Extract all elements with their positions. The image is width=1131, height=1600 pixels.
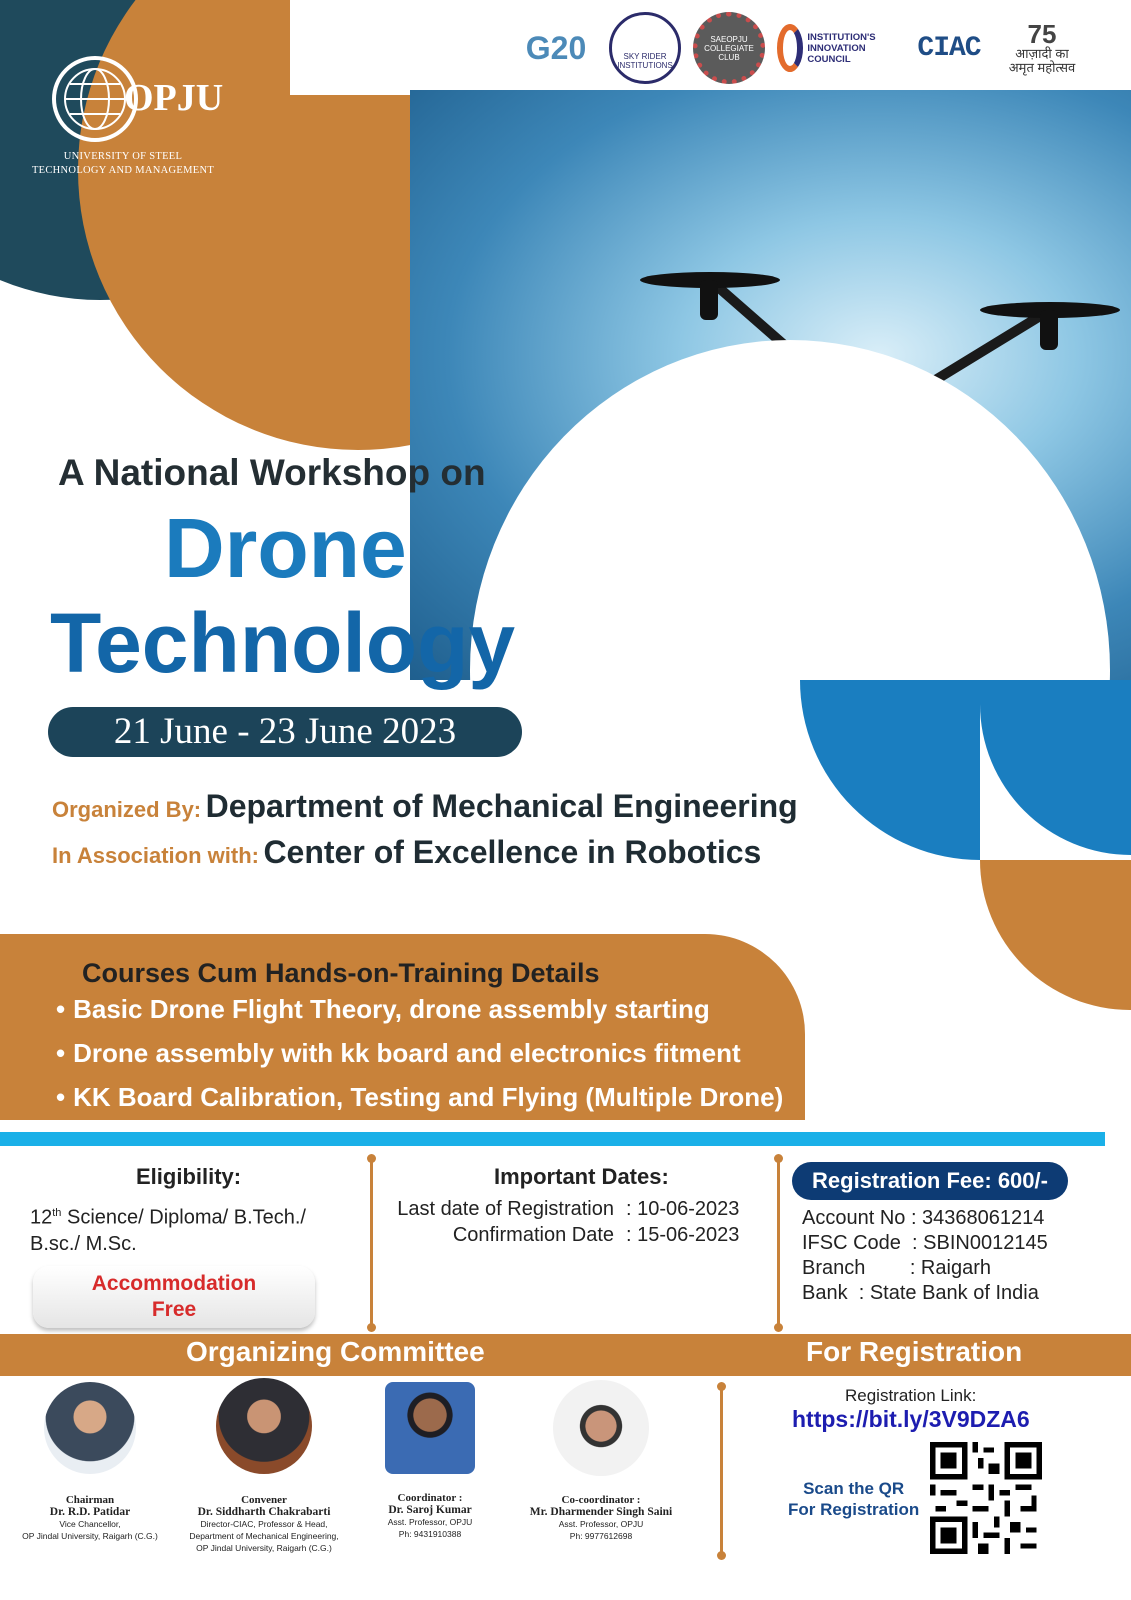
eligibility-line1: Science/ Diploma/ B.Tech./ bbox=[61, 1206, 306, 1229]
bank-line: Bank : State Bank of India bbox=[802, 1282, 1039, 1304]
registration-heading: For Registration bbox=[806, 1336, 1023, 1367]
association-label: In Association with: bbox=[52, 843, 259, 868]
member-role: Chairman bbox=[65, 1494, 115, 1506]
accommodation-badge bbox=[33, 1266, 315, 1328]
dates-row bbox=[386, 1222, 739, 1248]
title-drone: Drone bbox=[164, 501, 407, 595]
iic-logo-text: INSTITUTION'S INNOVATION COUNCIL bbox=[807, 31, 876, 65]
accommodation-line1: Accommodation bbox=[91, 1272, 257, 1295]
committee-member bbox=[360, 1382, 500, 1540]
registration-link[interactable]: https://bit.ly/3V9DZA6 bbox=[792, 1406, 1030, 1432]
workshop-dates: 21 June - 23 June 2023 bbox=[48, 707, 522, 757]
dates-row bbox=[386, 1196, 739, 1222]
member-desc: Vice Chancellor, bbox=[59, 1519, 121, 1529]
organized-by-value: Department of Mechanical Engineering bbox=[205, 788, 798, 824]
scan-qr-text bbox=[788, 1478, 919, 1520]
workshop-intro: A National Workshop on bbox=[58, 452, 486, 493]
registration-fee: Registration Fee: 600/- bbox=[792, 1162, 1068, 1200]
organized-by-label: Organized By: bbox=[52, 797, 202, 822]
title-technology: Technology bbox=[50, 596, 516, 690]
qr-code-icon[interactable] bbox=[930, 1442, 1042, 1554]
eligibility-sup: th bbox=[52, 1207, 62, 1219]
member-desc: OP Jindal University, Raigarh (C.G.) bbox=[196, 1543, 332, 1553]
dates-table bbox=[386, 1196, 739, 1248]
committee-member bbox=[518, 1380, 684, 1542]
course-list bbox=[56, 992, 783, 1124]
member-name: Dr. R.D. Patidar bbox=[49, 1506, 131, 1518]
member-desc: Director-CIAC, Professor & Head, bbox=[200, 1519, 328, 1529]
dates-value: : 10-06-2023 bbox=[626, 1198, 740, 1220]
azadi-logo bbox=[1001, 13, 1083, 83]
member-desc: Department of Mechanical Engineering, bbox=[189, 1531, 339, 1541]
avatar bbox=[44, 1382, 136, 1474]
dates-value: : 15-06-2023 bbox=[626, 1224, 740, 1246]
divider-bar bbox=[0, 1132, 1105, 1146]
member-role: Co-coordinator : bbox=[561, 1494, 641, 1506]
member-desc: Ph: 9977612698 bbox=[569, 1531, 633, 1541]
member-role: Coordinator : bbox=[397, 1492, 463, 1504]
scan-line2: For Registration bbox=[788, 1500, 920, 1519]
iic-mark-icon bbox=[777, 24, 803, 72]
column-divider bbox=[777, 1158, 780, 1328]
association bbox=[52, 834, 761, 871]
member-desc: Asst. Professor, OPJU bbox=[387, 1517, 473, 1527]
g20-logo: G20 bbox=[525, 29, 587, 66]
bank-line: Branch : Raigarh bbox=[802, 1257, 991, 1279]
member-desc: Ph: 9431910388 bbox=[398, 1529, 462, 1539]
member-role: Convener bbox=[241, 1494, 287, 1506]
scan-line1: Scan the QR bbox=[803, 1479, 905, 1498]
association-value: Center of Excellence in Robotics bbox=[263, 834, 762, 870]
drone-photo bbox=[410, 90, 1131, 680]
course-item: • KK Board Calibration, Testing and Flying (Multiple Drone) bbox=[56, 1080, 783, 1124]
eligibility-prefix: 12 bbox=[30, 1206, 53, 1229]
iic-logo bbox=[777, 13, 897, 83]
dates-label: Confirmation Date bbox=[452, 1224, 614, 1246]
course-item: • Basic Drone Flight Theory, drone assembly starting bbox=[56, 992, 783, 1036]
blue-quarter-shape bbox=[800, 680, 980, 860]
ciac-logo: CIAC bbox=[917, 32, 981, 64]
accommodation-line2: Free bbox=[151, 1298, 197, 1321]
member-desc: OP Jindal University, Raigarh (C.G.) bbox=[22, 1531, 158, 1541]
committee-member bbox=[178, 1378, 350, 1554]
university-logo-text: OPJU bbox=[124, 77, 224, 119]
partner-logos bbox=[515, 12, 1115, 84]
column-divider bbox=[370, 1158, 373, 1328]
dates-heading: Important Dates: bbox=[494, 1164, 669, 1189]
courses-heading: Courses Cum Hands-on-Training Details bbox=[82, 958, 600, 988]
bank-line: Account No : 34368061214 bbox=[802, 1207, 1045, 1229]
committee-heading: Organizing Committee bbox=[186, 1336, 485, 1367]
bank-line: IFSC Code : SBIN0012145 bbox=[802, 1232, 1048, 1254]
skyrider-logo: SKY RIDER INSTITUTIONS bbox=[609, 12, 681, 84]
registration-link-label: Registration Link: bbox=[845, 1386, 977, 1405]
avatar bbox=[553, 1380, 649, 1476]
member-desc: Asst. Professor, OPJU bbox=[558, 1519, 644, 1529]
orange-quarter-shape bbox=[980, 860, 1131, 1010]
eligibility-heading: Eligibility: bbox=[136, 1164, 242, 1189]
saeopju-logo: SAEOPJU COLLEGIATE CLUB bbox=[693, 12, 765, 84]
column-divider bbox=[720, 1386, 723, 1556]
member-name: Dr. Siddharth Chakrabarti bbox=[197, 1506, 331, 1518]
avatar bbox=[385, 1382, 475, 1474]
member-name: Mr. Dharmender Singh Saini bbox=[529, 1506, 673, 1518]
organized-by bbox=[52, 788, 798, 825]
azadi-text: आज़ादी का अमृत महोत्सव bbox=[1008, 46, 1076, 75]
course-item: • Drone assembly with kk board and electronics fitment bbox=[56, 1036, 783, 1080]
azadi-number: 75 bbox=[1027, 19, 1057, 49]
bank-details bbox=[802, 1206, 1048, 1306]
eligibility-text bbox=[30, 1200, 350, 1257]
committee-member bbox=[10, 1382, 170, 1542]
member-name: Dr. Saroj Kumar bbox=[388, 1504, 472, 1516]
eligibility-line2: B.sc./ M.Sc. bbox=[30, 1232, 137, 1255]
avatar bbox=[216, 1378, 312, 1474]
university-subtitle: UNIVERSITY OF STEEL TECHNOLOGY AND MANAGEMENT bbox=[31, 151, 215, 176]
blue-quarter-shape bbox=[980, 680, 1131, 855]
dates-label: Last date of Registration bbox=[397, 1198, 614, 1220]
